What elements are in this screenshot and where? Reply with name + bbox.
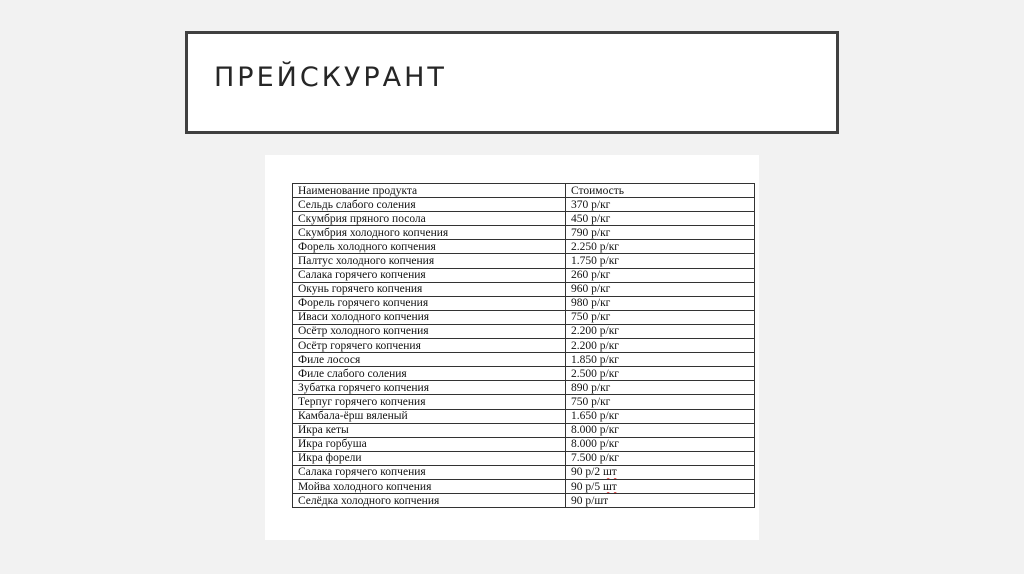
table-row [293, 353, 755, 367]
product-name-cell: Форель холодного копчения [293, 240, 566, 254]
table-row [293, 324, 755, 338]
product-name-cell: Скумбрия пряного посола [293, 212, 566, 226]
price-cell [566, 479, 755, 493]
product-name-cell: Салака горячего копчения [293, 268, 566, 282]
table-row [293, 367, 755, 381]
table-row [293, 226, 755, 240]
slide-title: ПРЕЙСКУРАНТ [214, 62, 447, 93]
product-name-cell: Зубатка горячего копчения [293, 381, 566, 395]
table-row [293, 494, 755, 508]
price-cell: 960 р/кг [566, 282, 755, 296]
table-header-row [293, 184, 755, 198]
price-unit: шт [602, 466, 617, 479]
product-name-cell: Филе слабого соления [293, 367, 566, 381]
table-row [293, 409, 755, 423]
product-name-cell: Форель горячего копчения [293, 296, 566, 310]
price-cell: 90 р/шт [566, 494, 755, 508]
product-name-cell: Терпуг горячего копчения [293, 395, 566, 409]
product-name-cell: Икра кеты [293, 423, 566, 437]
price-cell: 1.750 р/кг [566, 254, 755, 268]
table-row [293, 451, 755, 465]
product-name-cell: Осётр горячего копчения [293, 339, 566, 353]
table-row [293, 395, 755, 409]
table-row [293, 212, 755, 226]
price-cell: 750 р/кг [566, 395, 755, 409]
product-name-cell: Селёдка холодного копчения [293, 494, 566, 508]
product-name-cell: Осётр холодного копчения [293, 324, 566, 338]
product-name-cell: Иваси холодного копчения [293, 310, 566, 324]
price-amount: 90 р/5 [571, 480, 603, 493]
table-row [293, 198, 755, 212]
price-cell: 2.200 р/кг [566, 324, 755, 338]
table-row [293, 310, 755, 324]
price-cell: 260 р/кг [566, 268, 755, 282]
table-row [293, 339, 755, 353]
price-cell: 2.200 р/кг [566, 339, 755, 353]
product-name-cell: Мойва холодного копчения [293, 479, 566, 493]
price-table [292, 183, 755, 508]
table-row [293, 254, 755, 268]
table-row [293, 240, 755, 254]
product-name-cell: Икра форели [293, 451, 566, 465]
price-amount: 90 р/2 [571, 466, 603, 479]
header-price: Стоимость [566, 184, 755, 198]
product-name-cell: Палтус холодного копчения [293, 254, 566, 268]
table-row [293, 465, 755, 479]
price-cell: 8.000 р/кг [566, 437, 755, 451]
table-row [293, 296, 755, 310]
table-row [293, 423, 755, 437]
product-name-cell: Скумбрия холодного копчения [293, 226, 566, 240]
table-row [293, 479, 755, 493]
product-name-cell: Сельдь слабого соления [293, 198, 566, 212]
price-cell: 790 р/кг [566, 226, 755, 240]
table-row [293, 268, 755, 282]
price-cell: 450 р/кг [566, 212, 755, 226]
price-cell: 1.850 р/кг [566, 353, 755, 367]
price-cell [566, 465, 755, 479]
price-cell: 750 р/кг [566, 310, 755, 324]
document-image [265, 155, 759, 540]
product-name-cell: Окунь горячего копчения [293, 282, 566, 296]
price-cell: 370 р/кг [566, 198, 755, 212]
price-cell: 980 р/кг [566, 296, 755, 310]
table-row [293, 282, 755, 296]
product-name-cell: Филе лосося [293, 353, 566, 367]
price-cell: 7.500 р/кг [566, 451, 755, 465]
price-cell: 2.500 р/кг [566, 367, 755, 381]
price-unit: шт [602, 480, 617, 493]
product-name-cell: Икра горбуша [293, 437, 566, 451]
table-row [293, 381, 755, 395]
price-cell: 8.000 р/кг [566, 423, 755, 437]
price-cell: 890 р/кг [566, 381, 755, 395]
price-cell: 1.650 р/кг [566, 409, 755, 423]
product-name-cell: Камбала-ёрш вяленый [293, 409, 566, 423]
product-name-cell: Салака горячего копчения [293, 465, 566, 479]
header-product-name: Наименование продукта [293, 184, 566, 198]
table-row [293, 437, 755, 451]
price-cell: 2.250 р/кг [566, 240, 755, 254]
